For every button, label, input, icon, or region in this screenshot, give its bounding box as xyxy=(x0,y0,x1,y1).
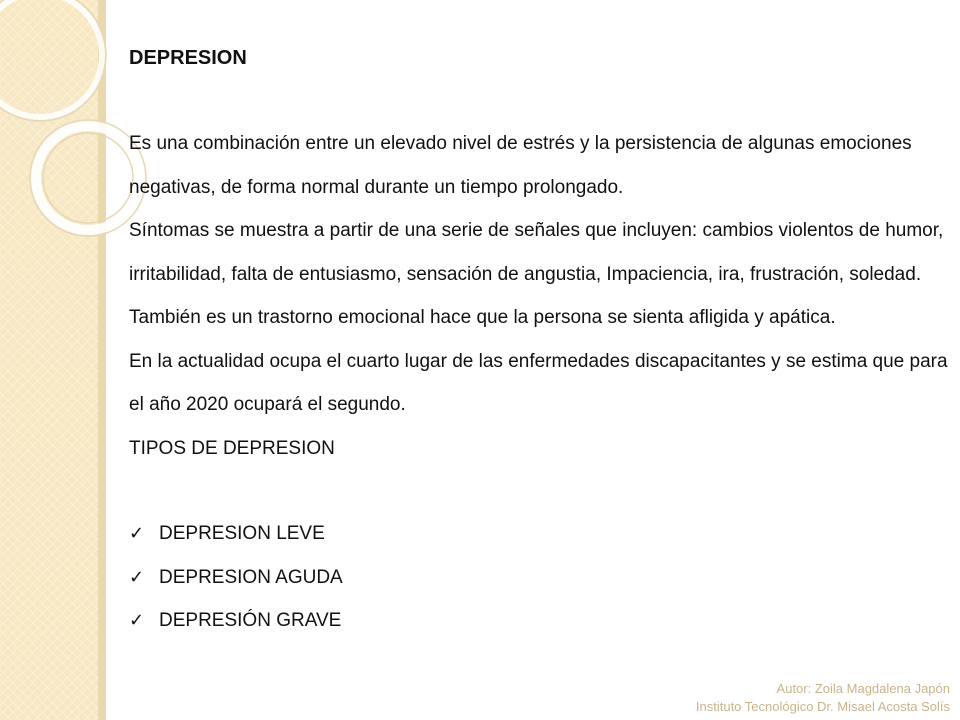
type-label: DEPRESION LEVE xyxy=(159,523,325,544)
type-item-leve xyxy=(129,512,949,556)
paragraph-emotional-disorder: También es un trastorno emocional hace que la persona se sienta afligida y apática. xyxy=(129,307,836,328)
checkmark-icon: ✓ xyxy=(129,610,145,630)
checkmark-icon: ✓ xyxy=(129,523,145,543)
paragraph-symptoms: Síntomas se muestra a partir de una serie de señales que incluyen: cambios violentos de humor, irritabilidad, falta de entusiasmo, sensación de angustia, Impaciencia, ira, frustración, soledad. xyxy=(129,220,944,285)
type-label: DEPRESION AGUDA xyxy=(159,566,343,588)
ring-small-inner xyxy=(43,133,133,223)
type-label: DEPRESIÓN GRAVE xyxy=(159,610,342,631)
type-item-grave xyxy=(129,599,949,643)
ring-large xyxy=(0,0,102,117)
footer-author: Autor: Zoila Magdalena Japón xyxy=(776,681,950,696)
ring-small xyxy=(36,126,140,230)
footer-institution: Instituto Tecnológico Dr. Misael Acosta Solís xyxy=(695,699,950,714)
checkmark-icon: ✓ xyxy=(129,566,145,587)
slide-content xyxy=(129,38,949,643)
slide-title: DEPRESION xyxy=(129,47,247,69)
footer-credits xyxy=(696,680,950,716)
paragraph-statistics: En la actualidad ocupa el cuarto lugar de las enfermedades discapacitantes y se estima que para el año 2020 ocupará el segundo. xyxy=(129,350,948,415)
type-item-aguda xyxy=(129,556,949,600)
types-heading: TIPOS DE DEPRESION xyxy=(129,437,335,459)
paragraph-definition: Es una combinación entre un elevado nivel de estrés y la persistencia de algunas emociones negativas, de forma normal durante un tiempo prolongado. xyxy=(129,133,912,198)
